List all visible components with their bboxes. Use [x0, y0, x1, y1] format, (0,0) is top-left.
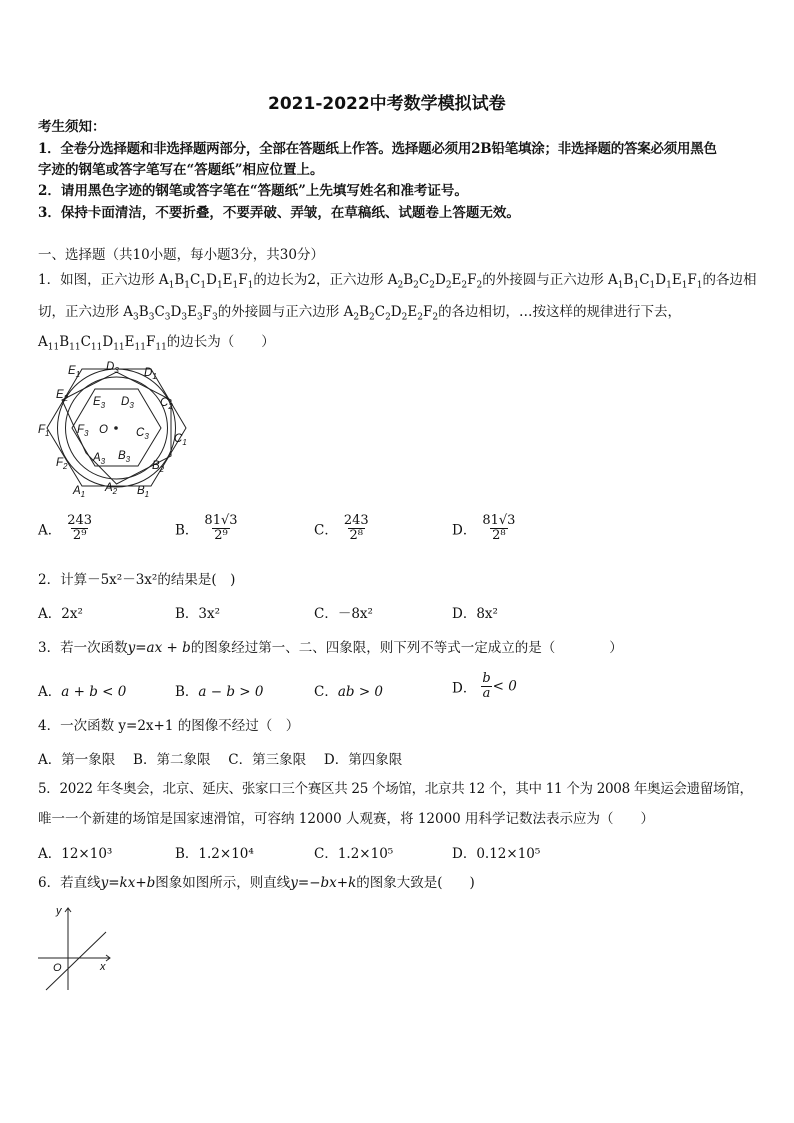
- q1-option-letter: A．: [38, 522, 62, 539]
- q6-text: 图象如图所示，则直线: [155, 875, 291, 891]
- q3-text: 的图象经过第一、二、四象限，则下列不等式一定成立的是（ ）: [190, 640, 623, 656]
- q5-option-c[interactable]: C．1.2×10⁵: [314, 846, 394, 862]
- q1-option-fraction: [480, 514, 517, 543]
- q3-option-a[interactable]: [38, 680, 126, 700]
- label-d3: $D_3$: [121, 396, 134, 410]
- line-y-kx-b: [46, 932, 106, 990]
- page-title: 2021-2022中考数学模拟试卷: [268, 94, 506, 114]
- q1-option-fraction: [202, 514, 239, 543]
- fraction-numerator: 243: [67, 513, 93, 528]
- q3-option-letter: B．: [175, 684, 199, 700]
- q1-option-letter: D．: [452, 522, 477, 539]
- q1-hex3: $A_3B_3C_3D_3E_3F_3$: [123, 304, 218, 323]
- fraction-denominator: 2⁸: [492, 528, 506, 543]
- label-b1: $B_1$: [137, 485, 150, 498]
- q6-text: 的图象大致是( ): [356, 875, 475, 891]
- label-b3: $B_3$: [118, 450, 131, 464]
- q1-hex1: $A_1B_1C_1D_1E_1F_1$: [158, 272, 254, 291]
- label-e3: $E_3$: [93, 396, 106, 410]
- q1-hex2: $A_2B_2C_2D_2E_2F_2$: [343, 304, 439, 323]
- q1-option-letter: B．: [175, 522, 199, 539]
- label-c2: $C_2$: [160, 397, 173, 411]
- q6-text: 6．若直线: [38, 875, 101, 891]
- q1-text: 的边长为2，正六边形: [253, 272, 388, 288]
- q3-option-expr: ab > 0: [337, 684, 384, 700]
- q1-text: 的外接圆与正六边形: [217, 304, 344, 320]
- q2-option-a[interactable]: A．2x²: [38, 606, 83, 622]
- label-f3: $F_3$: [77, 424, 89, 438]
- q1-text: 的各边相: [702, 272, 757, 288]
- q3-function: y=ax + b: [127, 640, 191, 656]
- q5-option-d[interactable]: D．0.12×10⁵: [452, 846, 541, 862]
- notice-item-1: 1．全卷分选择题和非选择题两部分，全部在答题纸上作答。选择题必须用2B铅笔填涂；非选择题的答案必须用黑色: [38, 141, 717, 157]
- q2-stem: 2．计算－5x²－3x²的结果是( ): [38, 572, 236, 588]
- q5-option-b[interactable]: B．1.2×10⁴: [175, 846, 254, 862]
- q3-option-letter: C．: [314, 684, 338, 700]
- label-c3: $C_3$: [136, 427, 149, 441]
- q5-line1: 5．2022 年冬奥会，北京、延庆、张家口三个赛区共 25 个场馆，北京共 12 个，其中 11 个为 2008 年奥运会遗留场馆，: [38, 781, 753, 797]
- label-a1: $A_1$: [73, 485, 86, 498]
- q5-line2: 唯一一个新建的场馆是国家速滑馆，可容纳 12000 人观赛，将 12000 用科学记数法表示应为（ ）: [38, 811, 655, 827]
- fraction-denominator: 2⁸: [349, 528, 363, 543]
- q1-text: 1．如图，正六边形: [38, 272, 159, 288]
- q5-option-a[interactable]: A．12×10³: [38, 846, 113, 862]
- notice-heading: 考生须知：: [38, 119, 106, 135]
- q2-option-d[interactable]: D．8x²: [452, 606, 498, 622]
- q2-option-c[interactable]: C．－8x²: [314, 606, 373, 622]
- q1-hex2: $A_2B_2C_2D_2E_2F_2$: [387, 272, 483, 291]
- q1-hex11: $A_{11}B_{11}C_{11}D_{11}E_{11}F_{11}$: [38, 334, 167, 353]
- q4-stem: 4．一次函数 y=2x+1 的图像不经过（ ）: [38, 718, 300, 734]
- label-d3-top: $D_3$: [106, 361, 119, 375]
- q3-stem: [38, 638, 623, 658]
- fraction-denominator: a: [482, 686, 491, 701]
- fraction-numerator: 81√3: [482, 513, 516, 528]
- q3-option-letter: A．: [38, 684, 62, 700]
- q1-hex1: $A_1B_1C_1D_1E_1F_1$: [608, 272, 703, 291]
- q1-text: 的各边相切，…按这样的规律进行下去，: [438, 304, 682, 320]
- q3-text: 3．若一次函数: [38, 640, 128, 656]
- q1-option-letter: C．: [314, 522, 338, 539]
- q3-option-expr: a + b < 0: [61, 684, 127, 700]
- q1-text: 的外接圆与正六边形: [482, 272, 609, 288]
- circle-center-point: [115, 427, 118, 430]
- label-e2: $E_2$: [56, 389, 69, 403]
- fraction-numerator: b: [482, 671, 491, 686]
- q3-option-expr: a − b > 0: [198, 684, 264, 700]
- q3-option-expr: < 0: [492, 678, 517, 695]
- q2-option-b[interactable]: B．3x²: [175, 606, 221, 622]
- label-e1: $E_1$: [68, 365, 81, 379]
- q1-line3: [38, 332, 275, 358]
- q3-option-letter: D．: [452, 680, 477, 697]
- origin-label: O: [53, 962, 62, 974]
- axis-x-label: x: [100, 961, 106, 973]
- q4-options[interactable]: A．第一象限 B．第二象限 C．第三象限 D．第四象限: [38, 752, 403, 768]
- q3-option-d[interactable]: [452, 672, 517, 701]
- label-b2: $B_2$: [152, 460, 165, 474]
- q1-option-fraction: [342, 514, 371, 543]
- label-a3: $A_3$: [93, 452, 106, 466]
- notice-item-1-cont: 字迹的钢笔或答字笔写在“答题纸”相应位置上。: [38, 162, 324, 178]
- section-heading: 一、选择题（共10小题，每小题3分，共30分）: [38, 247, 324, 263]
- q1-line2: [38, 302, 681, 328]
- q1-option-a[interactable]: [38, 514, 94, 543]
- q6-stem: [38, 873, 475, 893]
- q3-option-c[interactable]: [314, 680, 383, 700]
- fraction-numerator: 243: [343, 513, 369, 528]
- fraction-denominator: 2⁹: [72, 528, 87, 543]
- q1-text: 的边长为（ ）: [166, 334, 275, 350]
- q1-line1: [38, 270, 757, 296]
- label-c1: $C_1$: [174, 433, 187, 447]
- fraction-numerator: 81√3: [204, 513, 238, 528]
- q1-option-fraction: [65, 514, 94, 543]
- label-a2: $A_2$: [105, 482, 118, 496]
- label-f1: $F_1$: [38, 424, 50, 438]
- q1-text: 切，正六边形: [38, 304, 124, 320]
- q6-function-1: y=kx+b: [100, 875, 156, 891]
- label-f2: $F_2$: [56, 457, 68, 471]
- q3-option-fraction: [480, 672, 492, 701]
- label-d1: $D_1$: [144, 367, 157, 381]
- fraction-denominator: 2⁹: [214, 528, 228, 543]
- axis-y-label: y: [56, 905, 62, 917]
- q1-option-c[interactable]: [314, 514, 371, 543]
- q1-option-d[interactable]: [452, 514, 517, 543]
- q6-graph: [36, 902, 116, 994]
- q1-option-b[interactable]: [175, 514, 240, 543]
- notice-item-3: 3．保持卡面清洁，不要折叠，不要弄破、弄皱，在草稿纸、试题卷上答题无效。: [38, 205, 520, 221]
- q6-function-2: y=−bx+k: [290, 875, 357, 891]
- notice-item-2: 2．请用黑色字迹的钢笔或答字笔在“答题纸”上先填写姓名和准考证号。: [38, 183, 468, 199]
- hexagon-figure: [38, 356, 190, 498]
- q3-option-b[interactable]: [175, 680, 264, 700]
- label-o: O: [99, 424, 108, 436]
